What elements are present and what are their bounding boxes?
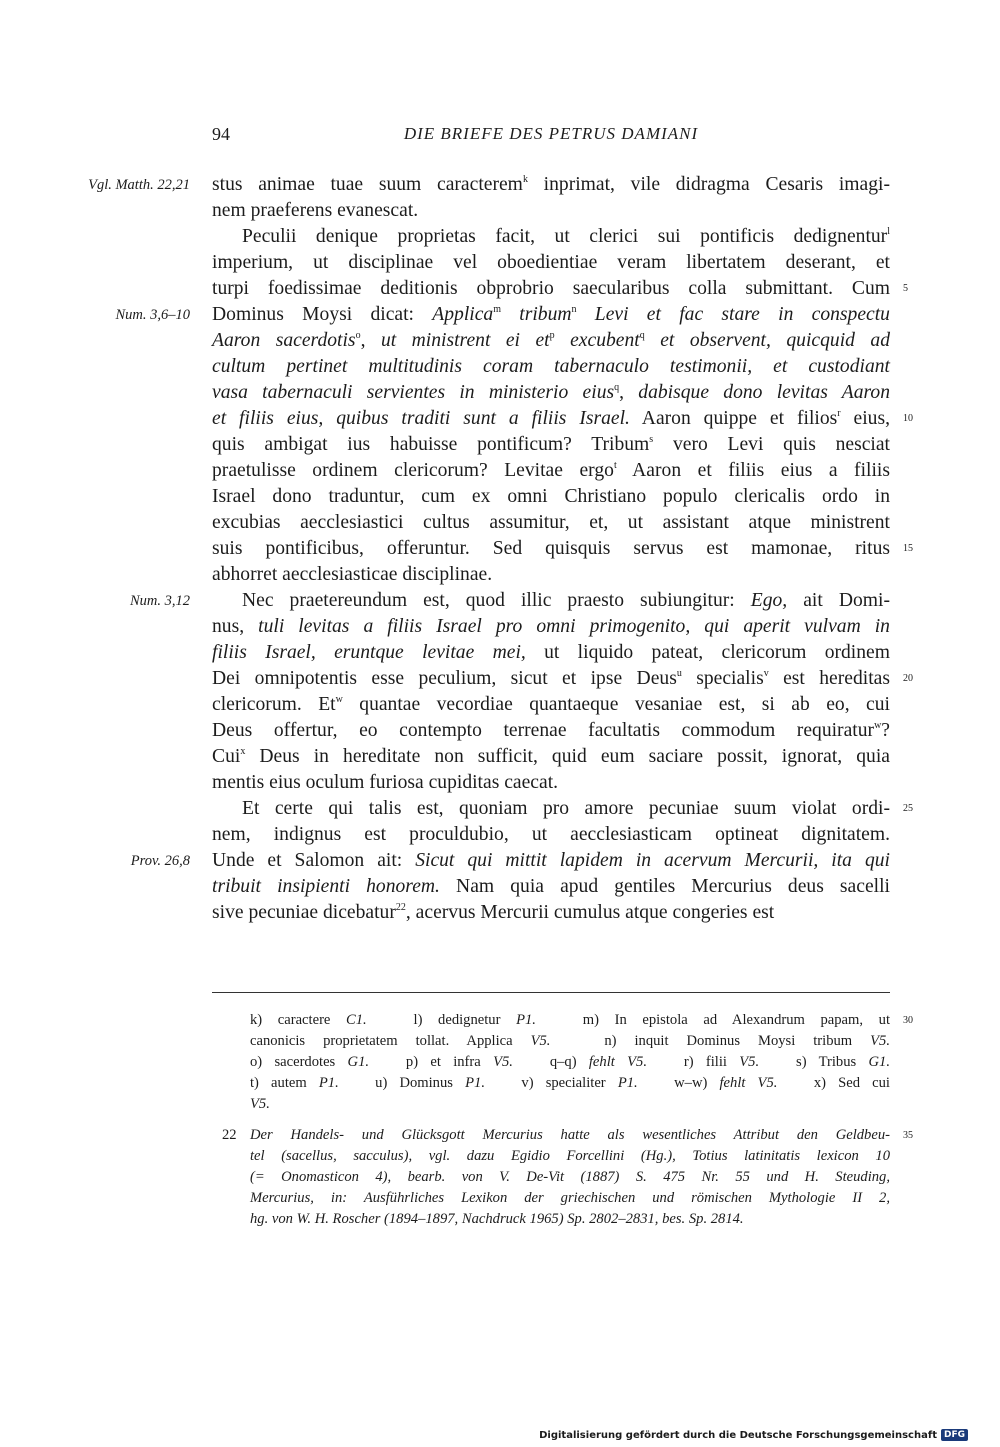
footnote-line-number: 35 [903, 1130, 913, 1141]
footnote-separator [212, 992, 890, 993]
text-line: Nec praetereundum est, quod illic praesto subiungitur: Ego, ait Domi- [242, 590, 890, 611]
note-line: Mercurius, in: Ausführliches Lexikon der griechischen und römischen Mythologie II 2, [250, 1190, 890, 1206]
line-number: 15 [903, 543, 913, 554]
text-line: stus animae tuae suum caracterem$^k$ inprimat, vile didragma Cesaris imagi- [212, 174, 890, 195]
apparatus-line: canonicis proprietatem tollat. Applica V5. n) inquit Dominus Moysi tribum V5. [250, 1033, 891, 1049]
main-text [212, 172, 890, 926]
apparatus-line: t) autem P1. u) Dominus P1. v) specialiter P1. w–w) fehlt V5. x) Sed cui [250, 1075, 890, 1091]
text-line: Cui$^x$ Deus in hereditate non sufficit, quid eum saciare possit, ignorat, quia [212, 746, 890, 767]
footnote-line-number: 30 [903, 1015, 913, 1026]
text-line: nem praeferens evanescat. [212, 200, 419, 221]
text-line: praetulisse ordinem clericorum? Levitae ergo$^t$ Aaron et filiis eius a filiis [212, 460, 890, 481]
running-head [212, 124, 890, 148]
text-line: imperium, ut disciplinae vel oboedientiae veram libertatem deserant, et [212, 252, 890, 273]
text-line: Unde et Salomon ait: Sicut qui mittit lapidem in acervum Mercurii, ita qui [212, 850, 890, 871]
apparatus-line: V5. [250, 1096, 270, 1112]
text-line: nem, indignus est proculdubio, ut aecclesiasticam optineat dignitatem. [212, 824, 890, 845]
footnote-gap [250, 1115, 890, 1125]
credit-text: Digitalisierung gefördert durch die Deutsche Forschungsgemeinschaft [539, 1429, 937, 1441]
text-line: vasa tabernaculi servientes in ministerio eius$^q$, dabisque dono levitas Aaron [212, 382, 891, 403]
text-line: Dominus Moysi dicat: Applica$^m$ tribum$^n$ Levi et fac stare in conspectu [212, 304, 890, 325]
text-line: Aaron sacerdotis$^o$, ut ministrent ei $et^p$ excubent$^q$ et observent, quicquid ad [212, 330, 891, 351]
line-number: 10 [903, 413, 913, 424]
text-line: quis ambigat ius habuisse pontificum? Tribum$^s$ vero Levi quis nesciat [212, 434, 890, 455]
note-line: Der Handels- und Glücksgott Mercurius hatte als wesentliches Attribut den Geldbeu- [250, 1127, 890, 1143]
running-title: DIE BRIEFE DES PETRUS DAMIANI [403, 124, 699, 143]
text-line: nus, tuli levitas a filiis Israel pro omni primogenito, qui aperit vulvam in [212, 616, 890, 637]
text-line: clericorum. Et$^w$ quantae vecordiae quantaeque vesaniae est, si ab eo, cui [212, 694, 890, 715]
critical-apparatus [250, 1010, 890, 1230]
text-line: Deus offertur, eo contempto terrenae facultatis commodum requiratur$^w$? [212, 720, 890, 741]
margin-reference: Prov. 26,8 [130, 853, 190, 869]
apparatus-line: o) sacerdotes G1. p) et infra V5. q–q) fehlt V5. r) filii V5. s) Tribus G1. [250, 1054, 890, 1070]
text-line: turpi foedissimae deditionis obprobrio saecularibus colla submittant. Cum [212, 278, 890, 299]
margin-reference: Num. 3,6–10 [115, 307, 190, 323]
line-number: 20 [903, 673, 913, 684]
line-number: 25 [903, 803, 913, 814]
text-line: Et certe qui talis est, quoniam pro amore pecuniae suum violat ordi- [242, 798, 890, 819]
line-number: 5 [903, 283, 908, 294]
note-line: tel (sacellus, sacculus), vgl. dazu Egidio Forcellini (Hg.), Totius latinitatis lexicon 10 [250, 1148, 890, 1164]
text-line: Peculii denique proprietas facit, ut clerici sui pontificis dedignentur$^l$ [242, 226, 890, 247]
text-line: abhorret aecclesiasticae disciplinae. [212, 564, 493, 585]
margin-reference: Num. 3,12 [129, 593, 190, 609]
text-line: sive pecuniae dicebatur$^{22}$, acervus Mercurii cumulus atque congeries est [212, 902, 775, 923]
margin-reference: Vgl. Matth. 22,21 [88, 177, 190, 193]
text-line: suis pontificibus, offeruntur. Sed quisquis servus est mamonae, ritus [212, 538, 890, 559]
text-line: excubias aecclesiastici cultus assumitur, et, ut assistant atque ministrent [212, 512, 890, 533]
text-line: cultum pertinet multitudinis coram tabernaculo testimonii, et custodiant [212, 356, 890, 377]
text-line: Dei omnipotentis esse peculium, sicut et ipse Deus$^u$ specialis$^v$ est hereditas [212, 668, 890, 689]
text-line: Israel dono traduntur, cum ex omni Christiano populo clericalis ordo in [212, 486, 890, 507]
text-line: filiis Israel, eruntque levitae mei, ut liquido pateat, clericorum ordinem [212, 642, 890, 663]
note-line: (= Onomasticon 4), bearb. von V. De-Vit (1887) S. 475 Nr. 55 und H. Steuding, [250, 1169, 890, 1185]
text-line: tribuit insipienti honorem. Nam quia apud gentiles Mercurius deus sacelli [212, 876, 890, 897]
digitization-credit [539, 1427, 968, 1443]
note-line: hg. von W. H. Roscher (1894–1897, Nachdruck 1965) Sp. 2802–2831, bes. Sp. 2814. [250, 1211, 744, 1227]
page-number: 94 [212, 124, 230, 144]
note-number: 22 [222, 1127, 237, 1143]
text-line: et filiis eius, quibus traditi sunt a filiis Israel. Aaron quippe et filios$^r$ eius, [212, 408, 890, 429]
dfg-logo: DFG [941, 1429, 968, 1441]
apparatus-line: k) caractere C1. l) dedignetur P1. m) In epistola ad Alexandrum papam, ut [250, 1012, 890, 1028]
text-line: mentis eius oculum furiosa cupiditas caecat. [212, 772, 559, 793]
